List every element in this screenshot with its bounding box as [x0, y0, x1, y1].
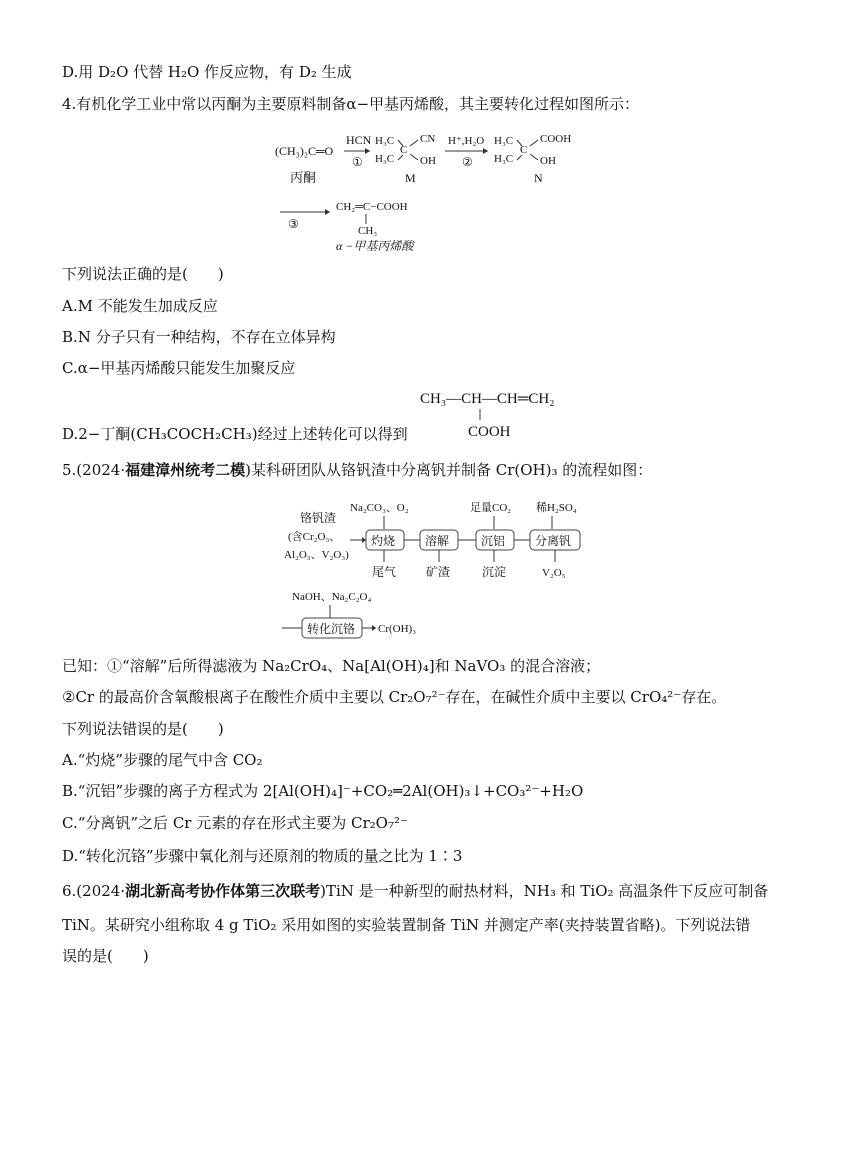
step-3-label: ③ — [288, 217, 299, 231]
svg-text:H₃C: H₃C — [375, 153, 395, 165]
svg-text:Al₂O₃、V₂O₃): Al₂O₃、V₂O₃) — [284, 549, 349, 561]
step-v: 分离钒 — [535, 534, 572, 548]
svg-text:Cr(OH)₃: Cr(OH)₃ — [378, 623, 417, 635]
svg-text:稀H₂SO₄: 稀H₂SO₄ — [536, 502, 577, 514]
q6-line-1: 6.(2024·湖北新高考协作体第三次联考)TiN 是一种新型的耐热材料，NH₃ 和 TiO₂ 高温条件下反应可制备 — [62, 882, 769, 900]
q6-source: 湖北新高考协作体第三次联考 — [125, 882, 321, 900]
svg-text:Na₂CO₃、O₂: Na₂CO₃、O₂ — [350, 502, 409, 514]
step-burn: 灼烧 — [371, 534, 396, 548]
svg-text:OH: OH — [420, 155, 436, 167]
reagent-hcn: HCN — [346, 133, 372, 147]
q4-option-c: C.α−甲基丙烯酸只能发生加聚反应 — [62, 359, 296, 377]
step-1-label: ① — [352, 155, 363, 169]
q4-reaction-scheme — [270, 124, 620, 254]
reagent-h-h2o: H⁺,H₂O — [448, 135, 485, 147]
svg-text:CH₃: CH₃ — [358, 225, 378, 237]
q5-source: 福建漳州统考二模 — [125, 461, 246, 479]
q6-line-3: 误的是( ) — [62, 947, 149, 965]
n-label: N — [534, 171, 543, 185]
step-2-label: ② — [462, 155, 473, 169]
svg-text:H₃C: H₃C — [375, 135, 395, 147]
svg-text:H₃C: H₃C — [494, 153, 514, 165]
svg-text:COOH: COOH — [540, 133, 572, 145]
svg-text:铬钒渣: 铬钒渣 — [300, 511, 337, 525]
svg-text:NaOH、Na₂C₂O₄: NaOH、Na₂C₂O₄ — [292, 591, 372, 603]
step-cr: 转化沉铬 — [307, 622, 356, 636]
acetone-name: 丙酮 — [290, 170, 317, 185]
svg-text:CN: CN — [420, 133, 436, 145]
q4-stem: 4.有机化学工业中常以丙酮为主要原料制备α−甲基丙烯酸，其主要转化过程如图所示： — [62, 95, 640, 113]
step-al: 沉铝 — [481, 534, 506, 548]
q5-option-b: B.“沉铝”步骤的离子方程式为 2[Al(OH)₄]⁻+CO₂═2Al(OH)₃↓+CO₃²⁻+H₂O — [62, 782, 584, 800]
product-name: α −甲基丙烯酸 — [336, 239, 414, 253]
svg-text:COOH: COOH — [468, 424, 511, 440]
q5-option-d: D.“转化沉铬”步骤中氧化剂与还原剂的物质的量之比为 1∶3 — [62, 847, 463, 865]
q5-flowchart — [280, 494, 610, 644]
q6-line-2: TiN。某研究小组称取 4 g TiO₂ 采用如图的实验装置制备 TiN 并测定产率(夹持装置省略)。下列说法错 — [62, 916, 751, 934]
m-label: M — [405, 171, 416, 185]
q5-prompt: 下列说法错误的是( ) — [62, 720, 224, 738]
q4-option-d-structure — [418, 386, 608, 442]
svg-text:C: C — [520, 144, 528, 156]
svg-text:H₃C: H₃C — [494, 135, 514, 147]
svg-text:矿渣: 矿渣 — [426, 565, 451, 579]
svg-text:沉淀: 沉淀 — [482, 565, 507, 579]
svg-text:(含Cr₂O₃、: (含Cr₂O₃、 — [288, 531, 341, 543]
q4-option-b: B.N 分子只有一种结构，不存在立体异构 — [62, 328, 336, 346]
acetone-formula: (CH₃)₂C═O — [275, 144, 334, 158]
svg-text:足量CO₂: 足量CO₂ — [470, 502, 512, 514]
step-dissolve: 溶解 — [425, 534, 450, 548]
svg-text:尾气: 尾气 — [372, 565, 397, 579]
q3-option-d: D.用 D₂O 代替 H₂O 作反应物，有 D₂ 生成 — [62, 63, 352, 81]
q5-option-a: A.“灼烧”步骤的尾气中含 CO₂ — [62, 751, 263, 769]
svg-text:V₂O₅: V₂O₅ — [542, 567, 566, 579]
q5-option-c: C.“分离钒”之后 Cr 元素的存在形式主要为 Cr₂O₇²⁻ — [62, 814, 408, 832]
svg-text:CH₃—CH—CH═CH₂: CH₃—CH—CH═CH₂ — [420, 391, 555, 407]
q4-option-d: D.2−丁酮(CH₃COCH₂CH₃)经过上述转化可以得到 — [62, 425, 408, 443]
svg-text:C: C — [400, 144, 408, 156]
svg-text:CH₂═C−COOH: CH₂═C−COOH — [336, 201, 408, 213]
q5-stem: 5.(2024·福建漳州统考二模)某科研团队从铬钒渣中分离钒并制备 Cr(OH)₃ 的流程如图： — [62, 461, 653, 479]
q4-prompt: 下列说法正确的是( ) — [62, 265, 224, 283]
svg-text:OH: OH — [540, 155, 556, 167]
q5-known-1: 已知：①“溶解”后所得滤液为 Na₂CrO₄、Na[Al(OH)₄]和 NaVO₃ 的混合溶液； — [62, 657, 601, 675]
q4-option-a: A.M 不能发生加成反应 — [62, 297, 218, 315]
q5-known-2: ②Cr 的最高价含氧酸根离子在酸性介质中主要以 Cr₂O₇²⁻存在，在碱性介质中主要以 CrO₄²⁻存在。 — [62, 688, 727, 706]
